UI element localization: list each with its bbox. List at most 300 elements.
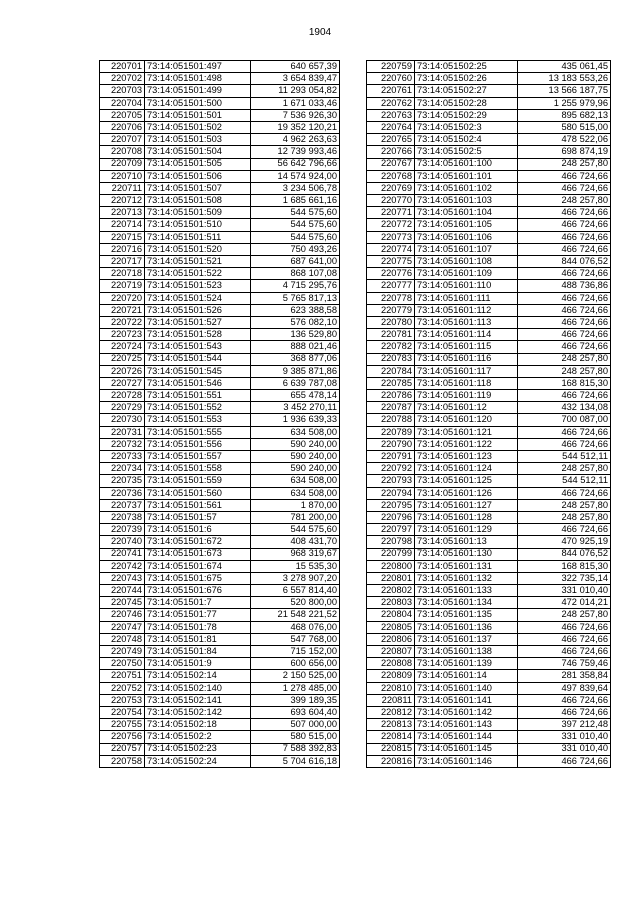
row-number-cell: 220757 (100, 743, 145, 755)
value-cell: 6 639 787,08 (251, 377, 340, 389)
table-row (100, 195, 340, 207)
value-cell: 9 385 871,86 (251, 365, 340, 377)
value-cell: 368 877,06 (251, 353, 340, 365)
row-number-cell: 220708 (100, 146, 145, 158)
table-row (100, 146, 340, 158)
value-cell: 13 566 187,75 (518, 85, 611, 97)
cadastral-number-cell: 73:14:051501:9 (145, 658, 251, 670)
value-cell: 7 536 926,30 (251, 109, 340, 121)
cadastral-number-cell: 73:14:051501:551 (145, 390, 251, 402)
value-cell: 868 107,08 (251, 268, 340, 280)
table-row (367, 719, 611, 731)
cadastral-number-cell: 73:14:051601:105 (415, 219, 518, 231)
cadastral-number-cell: 73:14:051501:498 (145, 73, 251, 85)
value-cell: 466 724,66 (518, 268, 611, 280)
cadastral-number-cell: 73:14:051601:100 (415, 158, 518, 170)
value-cell: 590 240,00 (251, 463, 340, 475)
row-number-cell: 220784 (367, 365, 415, 377)
value-cell: 544 512,11 (518, 475, 611, 487)
row-number-cell: 220735 (100, 475, 145, 487)
row-number-cell: 220766 (367, 146, 415, 158)
row-number-cell: 220731 (100, 426, 145, 438)
value-cell: 466 724,66 (518, 390, 611, 402)
value-cell: 544 575,60 (251, 231, 340, 243)
value-cell: 3 654 839,47 (251, 73, 340, 85)
value-cell: 466 724,66 (518, 341, 611, 353)
table-row (367, 536, 611, 548)
cadastral-number-cell: 73:14:051501:553 (145, 414, 251, 426)
cadastral-number-cell: 73:14:051601:106 (415, 231, 518, 243)
table-row (100, 243, 340, 255)
row-number-cell: 220718 (100, 268, 145, 280)
cadastral-number-cell: 73:14:051601:144 (415, 731, 518, 743)
row-number-cell: 220782 (367, 341, 415, 353)
value-cell: 466 724,66 (518, 755, 611, 767)
row-number-cell: 220716 (100, 243, 145, 255)
table-row (367, 97, 611, 109)
cadastral-number-cell: 73:14:051502:29 (415, 109, 518, 121)
value-cell: 13 183 553,26 (518, 73, 611, 85)
row-number-cell: 220791 (367, 451, 415, 463)
cadastral-number-cell: 73:14:051501:560 (145, 487, 251, 499)
cadastral-number-cell: 73:14:051601:119 (415, 390, 518, 402)
table-row (100, 585, 340, 597)
table-row (367, 390, 611, 402)
cadastral-number-cell: 73:14:051601:123 (415, 451, 518, 463)
cadastral-number-cell: 73:14:051502:25 (415, 61, 518, 73)
value-cell: 1 255 979,96 (518, 97, 611, 109)
cadastral-number-cell: 73:14:051502:28 (415, 97, 518, 109)
value-cell: 781 200,00 (251, 511, 340, 523)
value-cell: 466 724,66 (518, 170, 611, 182)
value-cell: 466 724,66 (518, 243, 611, 255)
table-row (367, 585, 611, 597)
cadastral-number-cell: 73:14:051501:504 (145, 146, 251, 158)
cadastral-number-cell: 73:14:051601:111 (415, 292, 518, 304)
value-cell: 248 257,80 (518, 195, 611, 207)
cadastral-table-left (99, 60, 340, 768)
table-row (367, 755, 611, 767)
value-cell: 3 234 506,78 (251, 182, 340, 194)
table-body-left (100, 61, 340, 768)
table-row (367, 353, 611, 365)
value-cell: 466 724,66 (518, 426, 611, 438)
value-cell: 466 724,66 (518, 304, 611, 316)
table-row (367, 243, 611, 255)
cadastral-number-cell: 73:14:051601:109 (415, 268, 518, 280)
cadastral-number-cell: 73:14:051601:102 (415, 182, 518, 194)
table-body-right (367, 61, 611, 768)
value-cell: 408 431,70 (251, 536, 340, 548)
row-number-cell: 220795 (367, 499, 415, 511)
cadastral-number-cell: 73:14:051501:675 (145, 572, 251, 584)
cadastral-number-cell: 73:14:051502:24 (145, 755, 251, 767)
table-row (367, 109, 611, 121)
value-cell: 331 010,40 (518, 743, 611, 755)
cadastral-number-cell: 73:14:051502:18 (145, 719, 251, 731)
row-number-cell: 220730 (100, 414, 145, 426)
row-number-cell: 220717 (100, 256, 145, 268)
row-number-cell: 220781 (367, 329, 415, 341)
table-row (367, 658, 611, 670)
row-number-cell: 220723 (100, 329, 145, 341)
value-cell: 544 512,11 (518, 451, 611, 463)
row-number-cell: 220721 (100, 304, 145, 316)
table-row (367, 463, 611, 475)
table-row (100, 134, 340, 146)
table-row (100, 609, 340, 621)
cadastral-number-cell: 73:14:051501:509 (145, 207, 251, 219)
table-row (367, 365, 611, 377)
table-row (367, 731, 611, 743)
value-cell: 497 839,64 (518, 682, 611, 694)
value-cell: 580 515,00 (518, 121, 611, 133)
value-cell: 466 724,66 (518, 292, 611, 304)
cadastral-number-cell: 73:14:051501:552 (145, 402, 251, 414)
cadastral-number-cell: 73:14:051502:141 (145, 694, 251, 706)
row-number-cell: 220732 (100, 438, 145, 450)
cadastral-number-cell: 73:14:051601:139 (415, 658, 518, 670)
row-number-cell: 220720 (100, 292, 145, 304)
cadastral-number-cell: 73:14:051601:13 (415, 536, 518, 548)
value-cell: 715 152,00 (251, 646, 340, 658)
table-row (367, 121, 611, 133)
value-cell: 5 765 817,13 (251, 292, 340, 304)
table-row (367, 316, 611, 328)
cadastral-number-cell: 73:14:051501:508 (145, 195, 251, 207)
table-row (367, 402, 611, 414)
table-row (100, 548, 340, 560)
cadastral-number-cell: 73:14:051501:672 (145, 536, 251, 548)
table-row (100, 511, 340, 523)
cadastral-number-cell: 73:14:051502:23 (145, 743, 251, 755)
table-row (367, 256, 611, 268)
row-number-cell: 220754 (100, 706, 145, 718)
value-cell: 478 522,06 (518, 134, 611, 146)
cadastral-number-cell: 73:14:051601:141 (415, 694, 518, 706)
table-row (367, 609, 611, 621)
row-number-cell: 220798 (367, 536, 415, 548)
cadastral-number-cell: 73:14:051601:118 (415, 377, 518, 389)
table-row (100, 463, 340, 475)
row-number-cell: 220761 (367, 85, 415, 97)
table-row (367, 170, 611, 182)
cadastral-number-cell: 73:14:051501:674 (145, 560, 251, 572)
row-number-cell: 220725 (100, 353, 145, 365)
cadastral-number-cell: 73:14:051502:4 (415, 134, 518, 146)
cadastral-number-cell: 73:14:051601:114 (415, 329, 518, 341)
value-cell: 5 704 616,18 (251, 755, 340, 767)
table-row (100, 292, 340, 304)
row-number-cell: 220780 (367, 316, 415, 328)
table-row (100, 121, 340, 133)
table-row (100, 97, 340, 109)
row-number-cell: 220788 (367, 414, 415, 426)
row-number-cell: 220783 (367, 353, 415, 365)
value-cell: 623 388,58 (251, 304, 340, 316)
value-cell: 544 575,60 (251, 219, 340, 231)
value-cell: 700 087,00 (518, 414, 611, 426)
cadastral-number-cell: 73:14:051501:520 (145, 243, 251, 255)
row-number-cell: 220751 (100, 670, 145, 682)
cadastral-number-cell: 73:14:051501:506 (145, 170, 251, 182)
value-cell: 466 724,66 (518, 329, 611, 341)
table-row (100, 633, 340, 645)
row-number-cell: 220816 (367, 755, 415, 767)
row-number-cell: 220814 (367, 731, 415, 743)
table-row (100, 499, 340, 511)
cadastral-number-cell: 73:14:051501:521 (145, 256, 251, 268)
row-number-cell: 220715 (100, 231, 145, 243)
cadastral-number-cell: 73:14:051601:135 (415, 609, 518, 621)
cadastral-number-cell: 73:14:051601:103 (415, 195, 518, 207)
value-cell: 844 076,52 (518, 256, 611, 268)
row-number-cell: 220803 (367, 597, 415, 609)
table-row (367, 207, 611, 219)
row-number-cell: 220749 (100, 646, 145, 658)
table-row (100, 743, 340, 755)
row-number-cell: 220804 (367, 609, 415, 621)
row-number-cell: 220755 (100, 719, 145, 731)
row-number-cell: 220790 (367, 438, 415, 450)
value-cell: 655 478,14 (251, 390, 340, 402)
value-cell: 466 724,66 (518, 621, 611, 633)
cadastral-number-cell: 73:14:051601:117 (415, 365, 518, 377)
table-row (100, 280, 340, 292)
row-number-cell: 220786 (367, 390, 415, 402)
cadastral-number-cell: 73:14:051601:133 (415, 585, 518, 597)
table-row (367, 694, 611, 706)
value-cell: 322 735,14 (518, 572, 611, 584)
value-cell: 466 724,66 (518, 231, 611, 243)
cadastral-number-cell: 73:14:051601:126 (415, 487, 518, 499)
cadastral-number-cell: 73:14:051501:544 (145, 353, 251, 365)
table-row (367, 182, 611, 194)
table-row (100, 158, 340, 170)
cadastral-number-cell: 73:14:051601:107 (415, 243, 518, 255)
table-row (100, 182, 340, 194)
value-cell: 507 000,00 (251, 719, 340, 731)
cadastral-number-cell: 73:14:051601:124 (415, 463, 518, 475)
table-row (100, 353, 340, 365)
table-row (100, 438, 340, 450)
value-cell: 4 962 263,63 (251, 134, 340, 146)
row-number-cell: 220750 (100, 658, 145, 670)
row-number-cell: 220746 (100, 609, 145, 621)
cadastral-number-cell: 73:14:051501:503 (145, 134, 251, 146)
row-number-cell: 220744 (100, 585, 145, 597)
table-row (367, 548, 611, 560)
table-row (367, 743, 611, 755)
cadastral-number-cell: 73:14:051501:524 (145, 292, 251, 304)
cadastral-number-cell: 73:14:051501:556 (145, 438, 251, 450)
table-row (100, 682, 340, 694)
table-row (367, 268, 611, 280)
value-cell: 4 715 295,76 (251, 280, 340, 292)
table-row (367, 377, 611, 389)
value-cell: 136 529,80 (251, 329, 340, 341)
value-cell: 248 257,80 (518, 463, 611, 475)
cadastral-number-cell: 73:14:051601:116 (415, 353, 518, 365)
value-cell: 1 278 485,00 (251, 682, 340, 694)
value-cell: 56 642 796,66 (251, 158, 340, 170)
cadastral-number-cell: 73:14:051501:510 (145, 219, 251, 231)
cadastral-number-cell: 73:14:051601:110 (415, 280, 518, 292)
row-number-cell: 220812 (367, 706, 415, 718)
cadastral-number-cell: 73:14:051601:145 (415, 743, 518, 755)
table-row (100, 207, 340, 219)
row-number-cell: 220778 (367, 292, 415, 304)
cadastral-number-cell: 73:14:051502:140 (145, 682, 251, 694)
table-row (367, 195, 611, 207)
table-row (367, 292, 611, 304)
cadastral-number-cell: 73:14:051501:511 (145, 231, 251, 243)
table-row (100, 219, 340, 231)
cadastral-number-cell: 73:14:051502:14 (145, 670, 251, 682)
table-row (100, 61, 340, 73)
row-number-cell: 220707 (100, 134, 145, 146)
row-number-cell: 220733 (100, 451, 145, 463)
table-row (367, 280, 611, 292)
row-number-cell: 220748 (100, 633, 145, 645)
cadastral-number-cell: 73:14:051501:84 (145, 646, 251, 658)
value-cell: 693 604,40 (251, 706, 340, 718)
value-cell: 168 815,30 (518, 560, 611, 572)
value-cell: 19 352 120,21 (251, 121, 340, 133)
table-row (100, 731, 340, 743)
table-row (100, 658, 340, 670)
value-cell: 11 293 054,82 (251, 85, 340, 97)
value-cell: 466 724,66 (518, 316, 611, 328)
cadastral-number-cell: 73:14:051601:138 (415, 646, 518, 658)
value-cell: 580 515,00 (251, 731, 340, 743)
value-cell: 750 493,26 (251, 243, 340, 255)
cadastral-number-cell: 73:14:051601:131 (415, 560, 518, 572)
cadastral-number-cell: 73:14:051501:676 (145, 585, 251, 597)
row-number-cell: 220752 (100, 682, 145, 694)
row-number-cell: 220793 (367, 475, 415, 487)
table-row (367, 487, 611, 499)
row-number-cell: 220706 (100, 121, 145, 133)
row-number-cell: 220771 (367, 207, 415, 219)
row-number-cell: 220736 (100, 487, 145, 499)
row-number-cell: 220722 (100, 316, 145, 328)
value-cell: 1 870,00 (251, 499, 340, 511)
cadastral-number-cell: 73:14:051601:132 (415, 572, 518, 584)
row-number-cell: 220759 (367, 61, 415, 73)
table-row (100, 646, 340, 658)
cadastral-number-cell: 73:14:051501:545 (145, 365, 251, 377)
row-number-cell: 220810 (367, 682, 415, 694)
cadastral-number-cell: 73:14:051601:127 (415, 499, 518, 511)
cadastral-number-cell: 73:14:051501:559 (145, 475, 251, 487)
cadastral-number-cell: 73:14:051501:558 (145, 463, 251, 475)
row-number-cell: 220742 (100, 560, 145, 572)
table-row (100, 268, 340, 280)
value-cell: 168 815,30 (518, 377, 611, 389)
row-number-cell: 220729 (100, 402, 145, 414)
row-number-cell: 220769 (367, 182, 415, 194)
value-cell: 1 936 639,33 (251, 414, 340, 426)
table-row (100, 670, 340, 682)
row-number-cell: 220807 (367, 646, 415, 658)
cadastral-number-cell: 73:14:051601:104 (415, 207, 518, 219)
cadastral-number-cell: 73:14:051601:130 (415, 548, 518, 560)
value-cell: 746 759,46 (518, 658, 611, 670)
cadastral-number-cell: 73:14:051601:115 (415, 341, 518, 353)
table-row (100, 524, 340, 536)
value-cell: 888 021,46 (251, 341, 340, 353)
table-row (100, 341, 340, 353)
cadastral-number-cell: 73:14:051501:523 (145, 280, 251, 292)
row-number-cell: 220712 (100, 195, 145, 207)
value-cell: 331 010,40 (518, 731, 611, 743)
table-row (100, 85, 340, 97)
row-number-cell: 220777 (367, 280, 415, 292)
table-row (367, 682, 611, 694)
value-cell: 248 257,80 (518, 499, 611, 511)
row-number-cell: 220743 (100, 572, 145, 584)
cadastral-number-cell: 73:14:051601:142 (415, 706, 518, 718)
row-number-cell: 220806 (367, 633, 415, 645)
row-number-cell: 220811 (367, 694, 415, 706)
cadastral-number-cell: 73:14:051501:77 (145, 609, 251, 621)
table-row (367, 304, 611, 316)
value-cell: 7 588 392,83 (251, 743, 340, 755)
value-cell: 248 257,80 (518, 365, 611, 377)
row-number-cell: 220753 (100, 694, 145, 706)
row-number-cell: 220728 (100, 390, 145, 402)
value-cell: 466 724,66 (518, 219, 611, 231)
row-number-cell: 220740 (100, 536, 145, 548)
cadastral-number-cell: 73:14:051502:3 (415, 121, 518, 133)
value-cell: 634 508,00 (251, 426, 340, 438)
table-row (100, 377, 340, 389)
value-cell: 470 925,19 (518, 536, 611, 548)
value-cell: 590 240,00 (251, 451, 340, 463)
row-number-cell: 220741 (100, 548, 145, 560)
cadastral-number-cell: 73:14:051501:500 (145, 97, 251, 109)
value-cell: 248 257,80 (518, 353, 611, 365)
table-row (100, 597, 340, 609)
cadastral-table-right (366, 60, 611, 768)
row-number-cell: 220776 (367, 268, 415, 280)
row-number-cell: 220794 (367, 487, 415, 499)
cadastral-number-cell: 73:14:051501:543 (145, 341, 251, 353)
table-row (100, 694, 340, 706)
value-cell: 3 452 270,11 (251, 402, 340, 414)
cadastral-number-cell: 73:14:051601:122 (415, 438, 518, 450)
table-row (100, 316, 340, 328)
value-cell: 634 508,00 (251, 487, 340, 499)
row-number-cell: 220767 (367, 158, 415, 170)
table-row (367, 706, 611, 718)
row-number-cell: 220737 (100, 499, 145, 511)
table-row (367, 231, 611, 243)
row-number-cell: 220711 (100, 182, 145, 194)
value-cell: 640 657,39 (251, 61, 340, 73)
row-number-cell: 220796 (367, 511, 415, 523)
page-number: 1904 (308, 27, 332, 38)
table-row (100, 487, 340, 499)
table-row (367, 560, 611, 572)
value-cell: 281 358,84 (518, 670, 611, 682)
cadastral-number-cell: 73:14:051502:26 (415, 73, 518, 85)
value-cell: 14 574 924,00 (251, 170, 340, 182)
cadastral-number-cell: 73:14:051501:557 (145, 451, 251, 463)
row-number-cell: 220785 (367, 377, 415, 389)
value-cell: 432 134,08 (518, 402, 611, 414)
